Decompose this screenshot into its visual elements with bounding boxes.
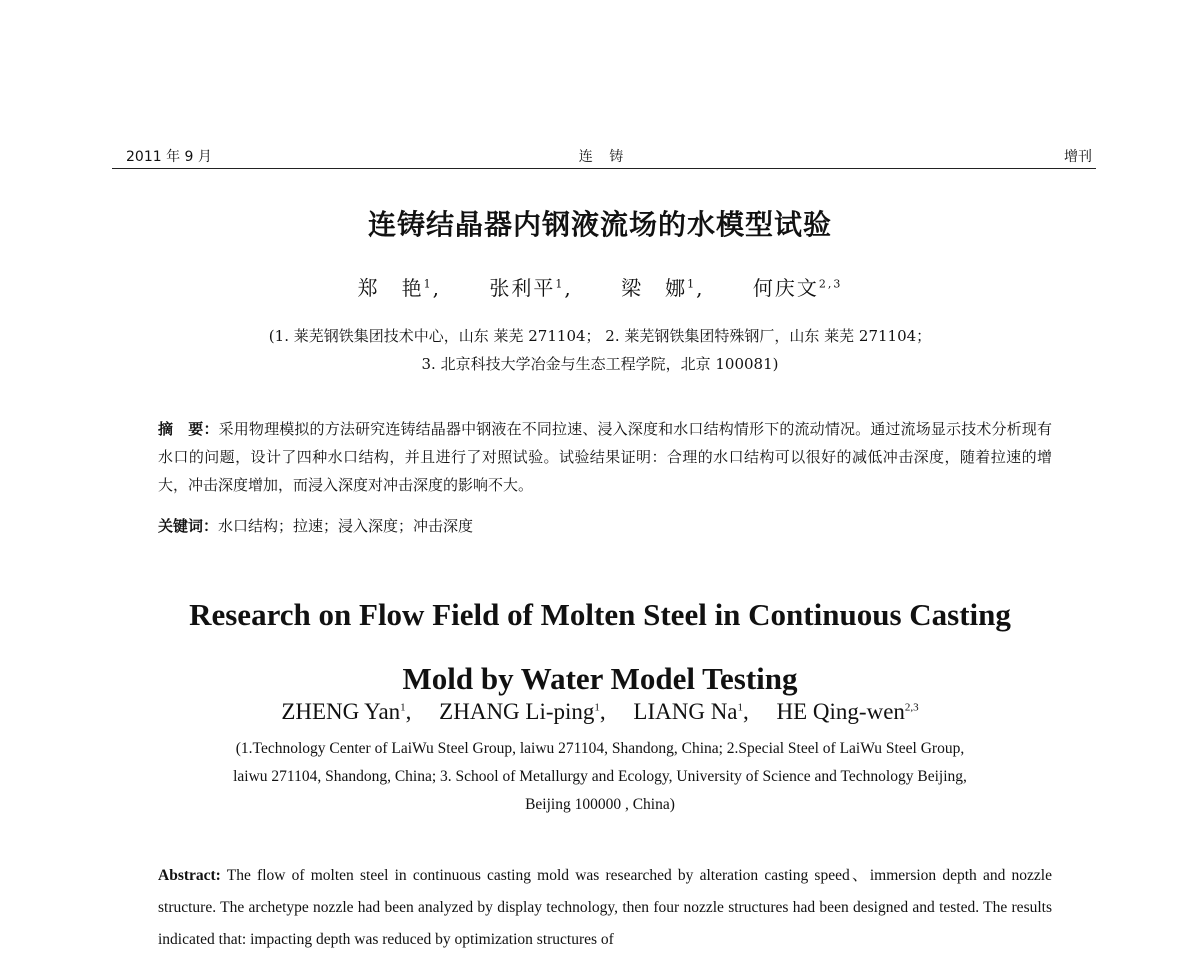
authors-zh xyxy=(0,272,1200,301)
author-en: ZHANG Li-ping$^1$, xyxy=(439,699,606,724)
paper-title-zh: 连铸结晶器内钢液流场的水模型试验 xyxy=(367,208,832,241)
authors-en xyxy=(0,699,1200,725)
keywords-zh-text: 水口结构；拉速；浸入深度；冲击深度 xyxy=(218,517,474,535)
author-en: ZHENG Yan$^1$, xyxy=(281,699,412,724)
author-zh: 梁 娜$^1$, xyxy=(621,276,705,300)
abstract-zh-text: 采用物理模拟的方法研究连铸结晶器中钢液在不同拉速、浸入深度和水口结构情形下的流动情况。通过流场显示技术分析现有水口的问题，设计了四种水口结构，并且进行了对照试验。试验结果证明：合理的水口结构可以很好的减低冲击深度，随着拉速的增大，冲击深度增加，而浸入深度对冲击深度的影响不大。 xyxy=(158,420,1052,494)
affiliation-line: 3. 北京科技大学冶金与生态工程学院，北京 100081) xyxy=(421,355,779,373)
title-en-line: Mold by Water Model Testing xyxy=(402,661,798,696)
title-en-line: Research on Flow Field of Molten Steel in Continuous Casting xyxy=(189,597,1011,632)
affiliations-zh xyxy=(0,322,1200,378)
author-en: HE Qing-wen$^{2,3}$ xyxy=(776,699,919,724)
paper-title-en xyxy=(0,583,1200,711)
affiliation-line: (1.Technology Center of LaiWu Steel Group, laiwu 271104, Shandong, China; 2.Special Steel of LaiWu Steel Group, xyxy=(235,740,965,757)
keywords-zh-label: 关键词： xyxy=(158,517,219,535)
affiliations-en xyxy=(0,735,1200,819)
author-en: LIANG Na$^1$, xyxy=(633,699,749,724)
affiliation-line: laiwu 271104, Shandong, China; 3. School of Metallurgy and Ecology, University of Science and Technology Beijing, xyxy=(233,768,967,785)
affiliation-line: Beijing 100000 , China) xyxy=(525,796,675,813)
header-date: 2011 年 9 月 xyxy=(126,149,212,165)
keywords-zh xyxy=(158,512,1052,540)
affiliation-line: (1. 莱芜钢铁集团技术中心，山东 莱芜 271104； 2. 莱芜钢铁集团特殊钢厂，山东 莱芜 271104； xyxy=(268,327,932,345)
abstract-zh-label: 摘 要： xyxy=(158,420,219,438)
abstract-en-text: The flow of molten steel in continuous casting mold was researched by alteration casting speed、immersion depth and nozzle structure. The archetype nozzle had been analyzed by display technology, then four nozzle structures had been designed and tested. The results indicated that: impacting depth was reduced by optimization structures of xyxy=(158,867,1052,948)
header-journal: 连 铸 xyxy=(578,149,630,165)
abstract-en xyxy=(158,860,1052,956)
header-issue: 增刊 xyxy=(1064,149,1092,165)
running-header xyxy=(112,146,1096,169)
abstract-zh xyxy=(158,415,1052,499)
author-zh: 郑 艳$^1$, xyxy=(357,276,442,300)
abstract-en-label: Abstract: xyxy=(158,867,221,884)
author-zh: 何庆文$^{2,3}$ xyxy=(752,276,843,300)
author-zh: 张利平$^1$, xyxy=(489,276,573,300)
